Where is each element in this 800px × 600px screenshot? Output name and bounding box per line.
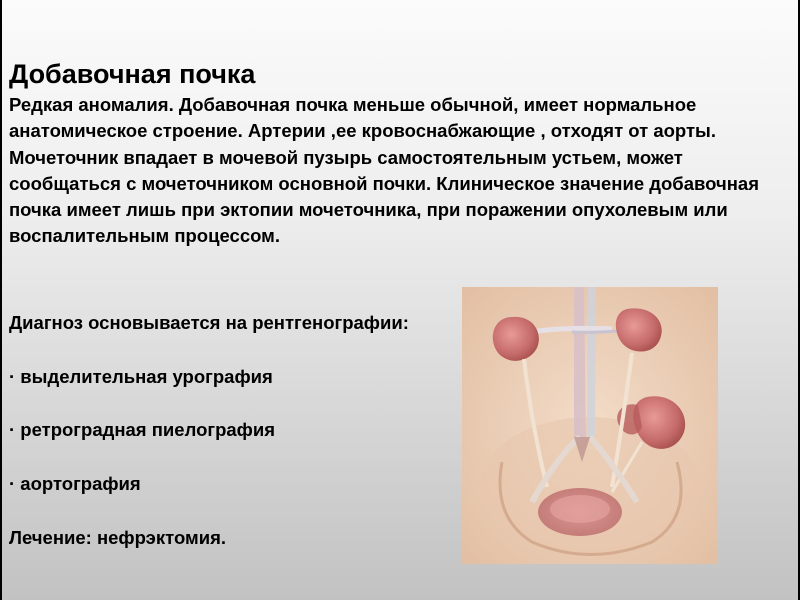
slide xyxy=(2,0,798,600)
description-block xyxy=(9,92,798,250)
description-text: Редкая аномалия. Добавочная почка меньше обычной, имеет нормальное анатомическое строение. Артерии ,ее кровоснабжающие , отходят от аорты. Мочеточник впадает в мочевой пузырь самостоятельным устьем, может сообщаться с мочеточником основной почки. Клиническое значение добавочная почка имеет лишь при эктопии мочеточника, при поражении опухолевым или воспалительным процессом. xyxy=(9,94,759,247)
slide-title: Добавочная почка xyxy=(9,59,256,89)
method-item-aortography: · аортография xyxy=(9,473,141,494)
method-item-excretory-urography: · выделительная урография xyxy=(9,366,273,387)
accessory-kidney-illustration xyxy=(462,287,718,564)
diagnosis-intro: Диагноз основывается на рентгенографии: xyxy=(9,312,409,333)
method-item-retrograde-pyelography: · ретроградная пиелография xyxy=(9,419,276,440)
treatment-text: Лечение: нефрэктомия. xyxy=(9,527,227,548)
